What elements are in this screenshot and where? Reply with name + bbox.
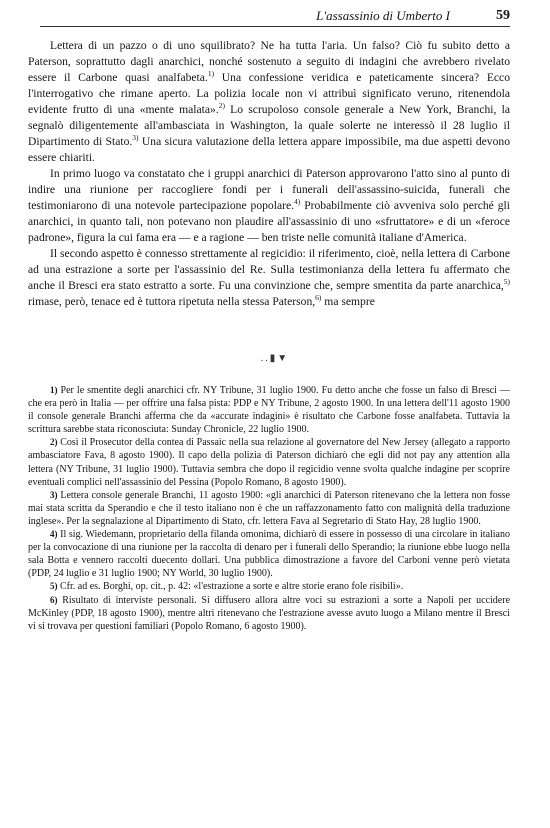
footnote-ref: 3) — [132, 133, 139, 143]
page-separator-mark: ..▮▼ — [260, 353, 290, 364]
text-run: Lo scrupoloso console generale a New York, Branchi, la segnalò diligentemente all'ambasciata in Washington, la quale solerte ne interessò il 28 luglio il Dipartimento di Stato. — [28, 103, 510, 148]
running-header — [40, 8, 510, 27]
footnote-ref: 5) — [503, 277, 510, 287]
footnote-text: Lettera console generale Branchi, 11 agosto 1900: «gli anarchici di Paterson ritenevano che la lettera non fosse mai stata scritta da Sperandio e che il testo italiano non è che un raffazzonamento fatto con malignità della traduzione inglese». Per la segnalazione al Dipartimento di Stato, cfr. lettera Fava al Segretario di Stato Hay, 28 luglio 1900. — [28, 489, 510, 527]
footnote-ref: 4) — [294, 197, 301, 207]
text-run: rimase, però, tenace ed è tuttora ripetuta nella stessa Paterson, — [28, 295, 316, 308]
footnote-text: Così il Prosecutor della contea di Passaic nella sua relazione al governatore del New Jersey (allegato a rapporto ambasciatore Fava, 8 agosto 1900). Il capo della polizia di Paterson dichiarò che egli did not pay any attention alla lettera (NY Tribune, 31 luglio 1900). Tuttavia sembra che dopo il regicidio venne svolta qualche indagine per scoprire eventuali complici nell'assassinio del Pessina (Popolo Romano, 8 agosto 1900). — [28, 437, 511, 488]
footnote-6 — [28, 594, 510, 633]
footnote-ref: 6) — [315, 293, 322, 303]
text-run: Una sicura valutazione della lettera appare impossibile, ma due aspetti devono essere chiariti. — [28, 135, 510, 164]
running-title: L'assassinio di Umberto I — [316, 8, 450, 23]
footnote-number: 4) — [50, 529, 58, 540]
footnotes — [28, 384, 510, 633]
footnote-ref: 2) — [218, 101, 225, 111]
footnote-3 — [28, 489, 510, 528]
text-run: ma sempre — [321, 295, 375, 308]
footnote-text: Il sig. Wiedemann, proprietario della filanda omonima, dichiarò di essere in possesso di una circolare in italiano per la convocazione di una riunione per la raccolta di denaro per i funerali dello Sperandio; la riunione ebbe luogo nella sala Botta e vennero raccolti duecento dollari. Una pubblica dimostrazione a favore del Carboni venne però vietata (PDP, 24 luglio e 31 luglio 1900; NY World, 30 luglio 1900). — [28, 529, 511, 580]
body-text — [28, 38, 510, 310]
paragraph-2 — [28, 166, 510, 246]
text-run: Probabilmente ciò avveniva solo perché gli anarchici, in quanto tali, non potevano non plaudire all'assassinio di uno «sfruttatore» e di un «feroce padrone», figura la cui fama era — e a ragione — ben triste nelle comunità italiane d'America. — [28, 199, 510, 244]
footnote-ref: 1) — [207, 69, 215, 79]
footnote-text: Per le smentite degli anarchici cfr. NY Tribune, 31 luglio 1900. Fu detto anche che fosse un falso di Bresci — che era però in Italia — per offrire una falsa pista: PDP e NY Tribune, 2 agosto 1900. In una lettera dell'11 agosto 1900 il console generale Branchi afferma che da «accurate indagini» è risultato che Carbone fosse analfabeta. Tuttavia la scrittura sarebbe stata riconosciuta: Sunday Chronicle, 22 luglio 1900. — [28, 385, 510, 436]
text-run: Lettera di un pazzo o di uno squilibrato? Ne ha tutta l'aria. Un falso? Ciò fu subito detto a Paterson, soprattutto dagli anarchici, nonché sostenuto a seguito di indagini che avrebbero rivelato essere il Carbone quasi analfabeta. — [28, 39, 510, 84]
footnote-number: 2) — [50, 437, 58, 448]
footnote-number: 3) — [50, 489, 58, 500]
footnote-2 — [28, 436, 510, 488]
footnote-text: Cfr. ad es. Borghi, op. cit., p. 42: «l'estrazione a sorte e altre storie erano fole risibili». — [60, 581, 404, 593]
footnote-number: 5) — [50, 581, 58, 592]
footnote-5 — [28, 580, 510, 593]
paragraph-3 — [28, 246, 510, 310]
footnote-number: 6) — [50, 594, 58, 605]
text-run: Il secondo aspetto è connesso strettamente al regicidio: il riferimento, cioè, nella lettera di Carbone ad una estrazione a sorte per l'assassinio del Re. Sulla testimonianza della lettera fu affermato che anche il Bresci era stato estratto a sorte. Fu una convinzione che, sempre smentita da parte anarchica, — [28, 247, 510, 292]
footnote-1 — [28, 384, 510, 436]
footnote-4 — [28, 528, 510, 580]
text-run: Una confessione veridica e pateticamente sincera? Ecco l'interrogativo che rimane aperto. La polizia locale non vi attribuì significato veruno, ritenendola evidente frutto di una «mente malata». — [28, 71, 510, 116]
footnote-text: Risultato di interviste personali. Si diffusero allora altre voci su estrazioni a sorte a Napoli per uccidere McKinley (PDP, 18 agosto 1900), mentre altri ritenevano che l'estrazione avesse avuto luogo a Milano mentre il Bresci vi si trovava per questioni familiari (Popolo Romano, 6 agosto 1900). — [28, 594, 511, 632]
paragraph-1 — [28, 38, 510, 166]
page-number: 59 — [496, 8, 510, 23]
footnote-number: 1) — [50, 385, 58, 395]
text-run: In primo luogo va constatato che i gruppi anarchici di Paterson approvarono l'atto sino al punto di indire una riunione per raccogliere fondi per i funerali dell'assassino-suicida, funerali che testimoniarono di una notevole partecipazione popolare. — [28, 167, 510, 212]
